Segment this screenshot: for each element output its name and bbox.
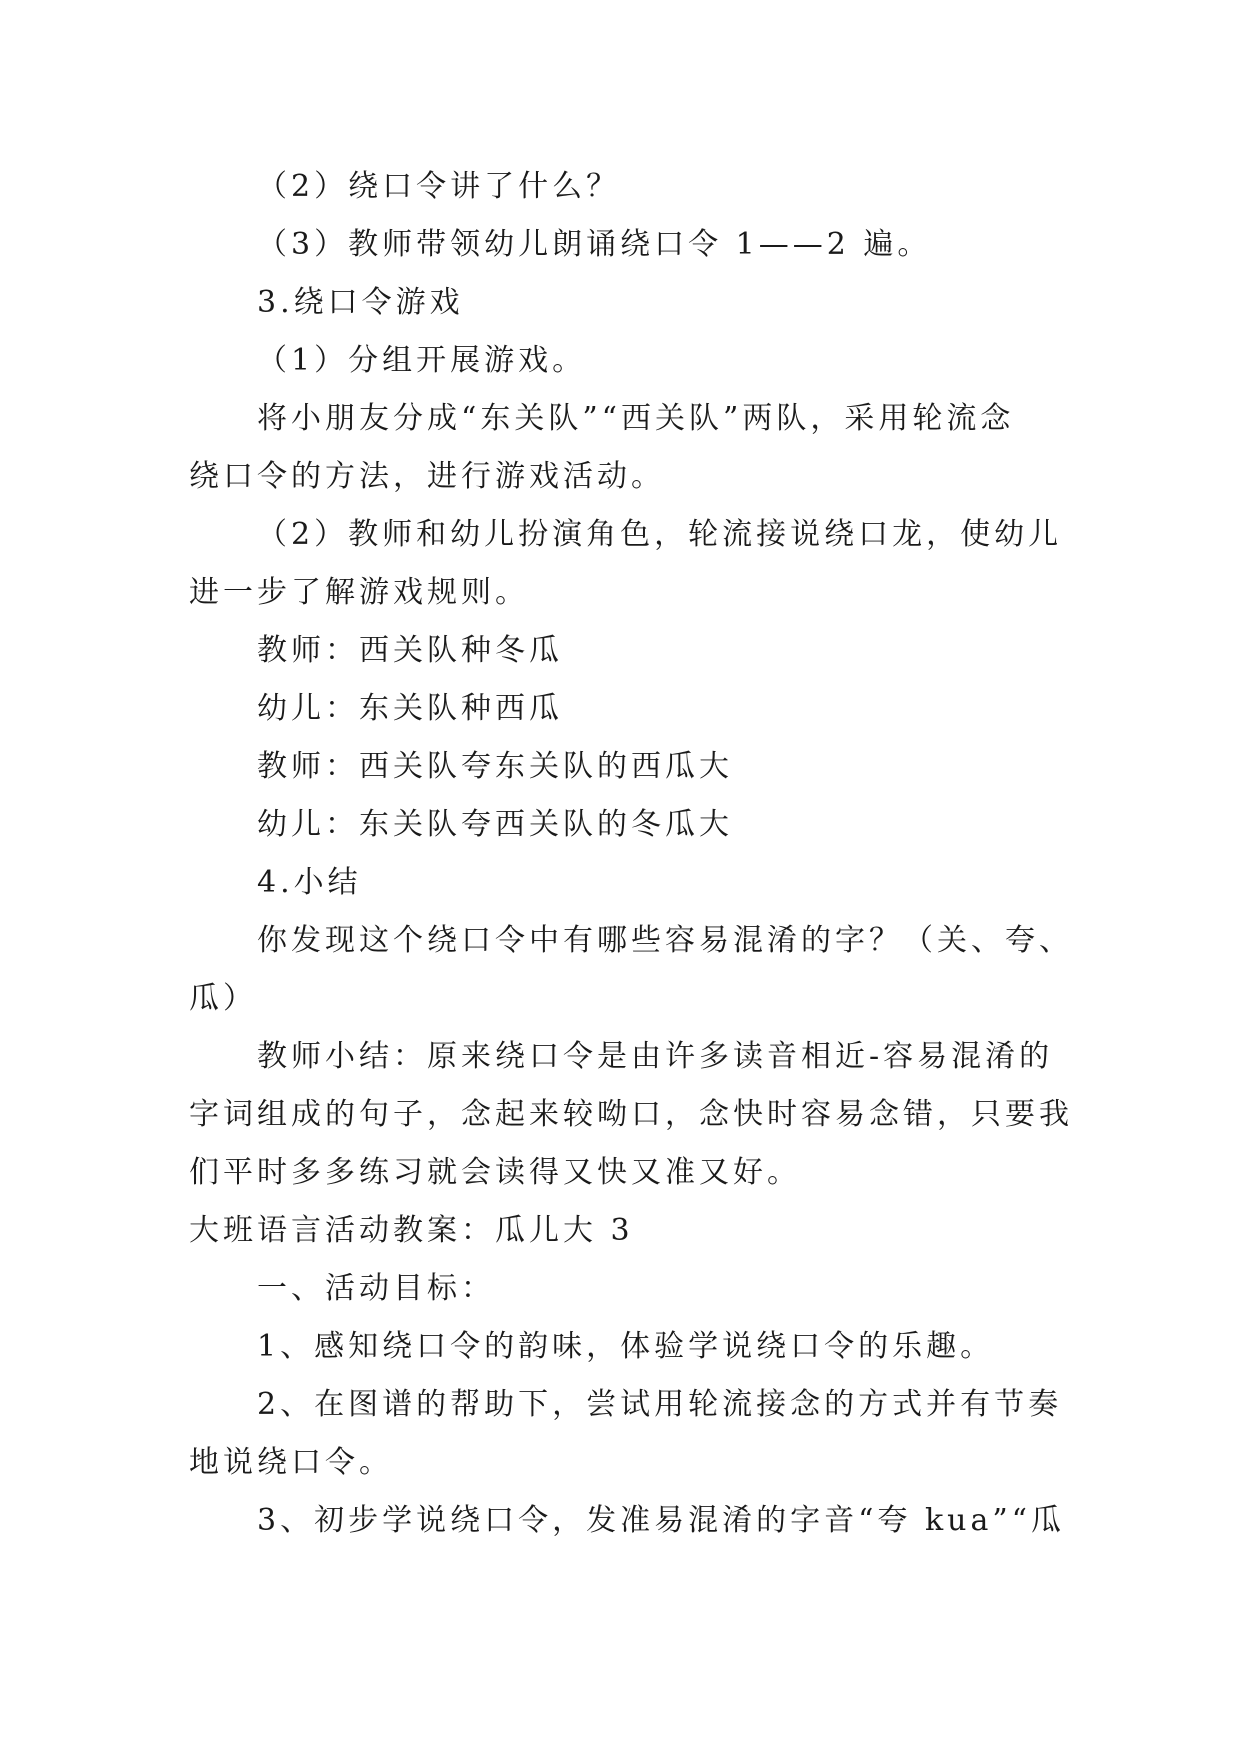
text-line: 字词组成的句子，念起来较呦口，念快时容易念错，只要我: [189, 1097, 1073, 1132]
text-line: 你发现这个绕口令中有哪些容易混淆的字？（关、夸、: [257, 923, 1073, 958]
text-line: 进一步了解游戏规则。: [189, 575, 529, 610]
text-line: 教师：西关队夸东关队的西瓜大: [257, 749, 733, 784]
text-line: 3.绕口令游戏: [257, 285, 464, 320]
text-line: 4.小结: [257, 865, 362, 900]
text-line: 们平时多多练习就会读得又快又准又好。: [189, 1155, 801, 1190]
text-line: （3）教师带领幼儿朗诵绕口令 1——2 遍。: [257, 227, 932, 262]
text-line: 绕口令的方法，进行游戏活动。: [189, 459, 665, 494]
text-line: 3、初步学说绕口令，发准易混淆的字音“夸 kua”“瓜: [257, 1503, 1066, 1538]
text-line: 幼儿：东关队夸西关队的冬瓜大: [257, 807, 733, 842]
text-line: 教师：西关队种冬瓜: [257, 633, 563, 668]
text-line: 一、活动目标：: [257, 1271, 495, 1306]
text-line: 2、在图谱的帮助下，尝试用轮流接念的方式并有节奏: [257, 1387, 1063, 1422]
text-line: 1、感知绕口令的韵味，体验学说绕口令的乐趣。: [257, 1329, 995, 1364]
text-line: 瓜）: [189, 981, 257, 1016]
text-line: （2）绕口令讲了什么？: [257, 169, 621, 204]
text-line: 将小朋友分成“东关队”“西关队”两队，采用轮流念: [257, 401, 1015, 436]
document-body: [189, 158, 1073, 1550]
text-line: 教师小结：原来绕口令是由许多读音相近-容易混淆的: [257, 1039, 1054, 1074]
text-line: 幼儿：东关队种西瓜: [257, 691, 563, 726]
text-line: 大班语言活动教案：瓜儿大 3: [189, 1213, 634, 1248]
text-line: （1）分组开展游戏。: [257, 343, 587, 378]
text-line: 地说绕口令。: [189, 1445, 393, 1480]
text-line: （2）教师和幼儿扮演角色，轮流接说绕口龙，使幼儿: [257, 517, 1063, 552]
